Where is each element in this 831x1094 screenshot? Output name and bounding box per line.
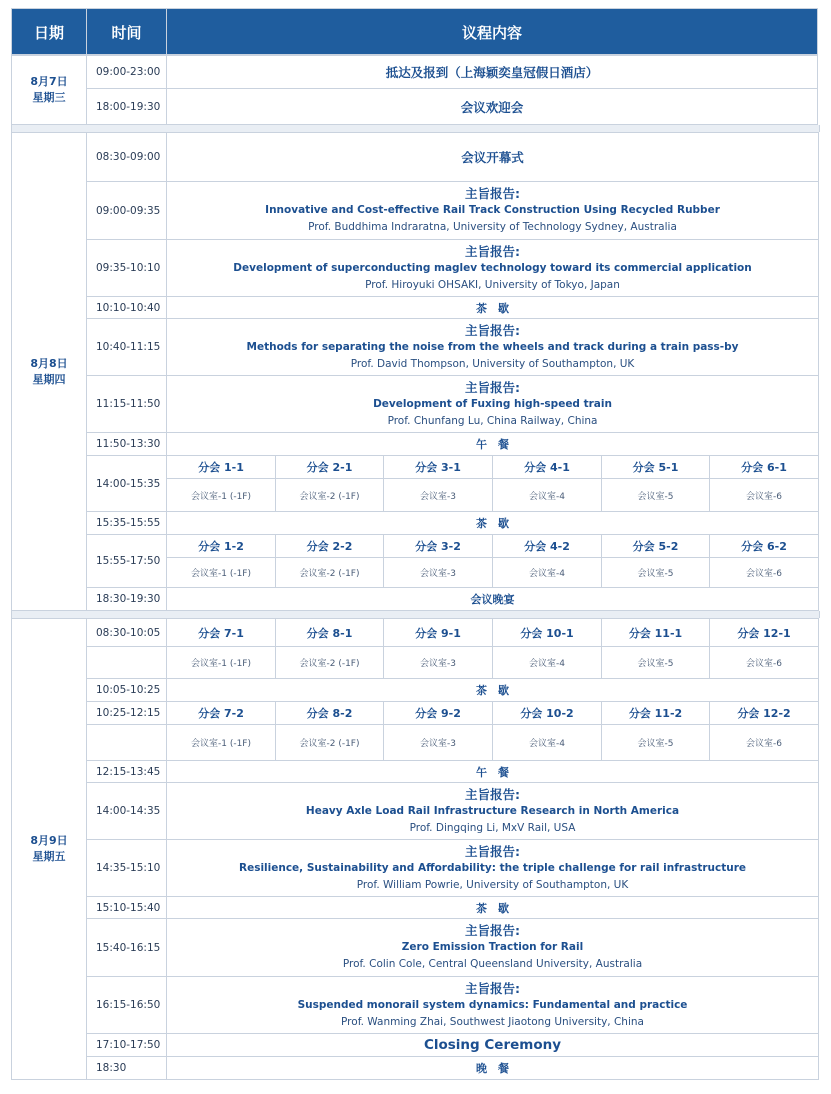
time-cell: 10:05-10:25 bbox=[87, 679, 167, 702]
registration-title: 抵达及报到（上海颖奕皇冠假日酒店） bbox=[167, 55, 818, 89]
keynote-label: 主旨报告: bbox=[465, 379, 521, 395]
session-name: 分会 3-1 bbox=[384, 456, 493, 479]
keynote-speaker: Prof. Hiroyuki OHSAKI, University of Tokyo, Japan bbox=[365, 278, 620, 291]
session-room: 会议室-4 bbox=[493, 647, 602, 679]
welcome-reception-title: 会议欢迎会 bbox=[167, 89, 818, 125]
session-name: 分会 11-1 bbox=[602, 619, 710, 647]
time-cell-empty bbox=[87, 725, 167, 761]
keynote-cell bbox=[167, 376, 819, 433]
opening-ceremony-title: 会议开幕式 bbox=[167, 133, 819, 182]
keynote-title: Suspended monorail system dynamics: Fundamental and practice bbox=[297, 998, 688, 1011]
keynote-cell bbox=[167, 182, 819, 240]
keynote-title: Innovative and Cost-effective Rail Track Construction Using Recycled Rubber bbox=[265, 204, 720, 216]
time-cell: 11:15-11:50 bbox=[87, 376, 167, 433]
keynote-cell bbox=[167, 977, 819, 1034]
session-room: 会议室-3 bbox=[384, 479, 493, 512]
session-room: 会议室-6 bbox=[710, 479, 819, 512]
session-room: 会议室-4 bbox=[493, 479, 602, 512]
session-room: 会议室-6 bbox=[710, 558, 819, 588]
day-separator bbox=[11, 611, 820, 618]
session-name: 分会 5-2 bbox=[602, 535, 710, 558]
session-room: 会议室-1 (-1F) bbox=[167, 725, 276, 761]
time-cell: 17:10-17:50 bbox=[87, 1034, 167, 1057]
keynote-title: Methods for separating the noise from the wheels and track during a train pass-by bbox=[246, 340, 739, 353]
keynote-title: Resilience, Sustainability and Affordability: the triple challenge for rail infrastructure bbox=[238, 861, 747, 874]
session-room: 会议室-6 bbox=[710, 647, 819, 679]
time-cell: 18:00-19:30 bbox=[87, 89, 167, 125]
time-cell: 15:10-15:40 bbox=[87, 897, 167, 919]
tea-break: 茶 歇 bbox=[167, 679, 819, 702]
session-room: 会议室-5 bbox=[602, 647, 710, 679]
session-room: 会议室-6 bbox=[710, 725, 819, 761]
session-name: 分会 5-1 bbox=[602, 456, 710, 479]
session-room: 会议室-4 bbox=[493, 558, 602, 588]
tea-break: 茶 歇 bbox=[167, 297, 819, 319]
time-cell: 09:00-09:35 bbox=[87, 182, 167, 240]
session-room: 会议室-3 bbox=[384, 558, 493, 588]
tea-break: 茶 歇 bbox=[167, 897, 819, 919]
session-room: 会议室-1 (-1F) bbox=[167, 479, 276, 512]
time-cell: 16:15-16:50 bbox=[87, 977, 167, 1034]
time-cell: 18:30-19:30 bbox=[87, 588, 167, 611]
time-cell: 14:35-15:10 bbox=[87, 840, 167, 897]
keynote-label: 主旨报告: bbox=[465, 843, 520, 859]
header-date: 日期 bbox=[12, 9, 87, 56]
keynote-cell bbox=[167, 319, 819, 376]
time-cell-empty bbox=[87, 647, 167, 679]
day3-date-cell bbox=[12, 619, 87, 1080]
lunch: 午 餐 bbox=[167, 761, 819, 783]
time-cell: 10:25-12:15 bbox=[87, 702, 167, 725]
time-cell: 08:30-09:00 bbox=[87, 133, 167, 182]
keynote-speaker: Prof. Wanming Zhai, Southwest Jiaotong University, China bbox=[341, 1015, 644, 1028]
day1-date: 8月7日 bbox=[30, 74, 68, 88]
session-room: 会议室-2 (-1F) bbox=[276, 558, 384, 588]
time-cell: 15:35-15:55 bbox=[87, 512, 167, 535]
day3-date: 8月9日 bbox=[30, 834, 68, 847]
session-room: 会议室-5 bbox=[602, 725, 710, 761]
keynote-label: 主旨报告: bbox=[465, 923, 520, 938]
keynote-cell bbox=[167, 840, 819, 897]
keynote-label: 主旨报告: bbox=[465, 786, 520, 802]
time-cell: 10:10-10:40 bbox=[87, 297, 167, 319]
session-room: 会议室-2 (-1F) bbox=[276, 479, 384, 512]
session-name: 分会 12-2 bbox=[710, 702, 819, 725]
keynote-title: Development of superconducting maglev technology toward its commercial application bbox=[233, 261, 752, 274]
time-cell: 18:30 bbox=[87, 1057, 167, 1080]
time-cell: 15:55-17:50 bbox=[87, 535, 167, 588]
session-name: 分会 3-2 bbox=[384, 535, 493, 558]
keynote-speaker: Prof. Dingqing Li, MxV Rail, USA bbox=[409, 821, 576, 834]
lunch: 午 餐 bbox=[167, 433, 819, 456]
closing-ceremony-title: Closing Ceremony bbox=[167, 1034, 819, 1057]
time-cell: 12:15-13:45 bbox=[87, 761, 167, 783]
session-room: 会议室-3 bbox=[384, 647, 493, 679]
time-cell: 10:40-11:15 bbox=[87, 319, 167, 376]
time-cell: 11:50-13:30 bbox=[87, 433, 167, 456]
banquet: 会议晚宴 bbox=[167, 588, 819, 611]
day2-date: 8月8日 bbox=[30, 356, 68, 370]
day2-weekday: 星期四 bbox=[32, 372, 66, 386]
time-cell: 09:00-23:00 bbox=[87, 55, 167, 89]
keynote-label: 主旨报告: bbox=[465, 980, 520, 996]
time-cell: 14:00-14:35 bbox=[87, 783, 167, 840]
session-name: 分会 9-2 bbox=[384, 702, 493, 725]
session-name: 分会 8-1 bbox=[276, 619, 384, 647]
session-room: 会议室-2 (-1F) bbox=[276, 647, 384, 679]
keynote-cell bbox=[167, 919, 819, 977]
time-cell: 09:35-10:10 bbox=[87, 240, 167, 297]
time-cell: 14:00-15:35 bbox=[87, 456, 167, 512]
keynote-title: Zero Emission Traction for Rail bbox=[401, 941, 584, 953]
session-room: 会议室-1 (-1F) bbox=[167, 647, 276, 679]
time-cell: 15:40-16:15 bbox=[87, 919, 167, 977]
session-room: 会议室-2 (-1F) bbox=[276, 725, 384, 761]
day3-table bbox=[11, 618, 819, 1080]
session-name: 分会 1-1 bbox=[167, 456, 276, 479]
session-room: 会议室-4 bbox=[493, 725, 602, 761]
session-name: 分会 4-2 bbox=[493, 535, 602, 558]
session-room: 会议室-5 bbox=[602, 558, 710, 588]
session-name: 分会 4-1 bbox=[493, 456, 602, 479]
keynote-cell bbox=[167, 783, 819, 840]
session-name: 分会 8-2 bbox=[276, 702, 384, 725]
time-cell: 08:30-10:05 bbox=[87, 619, 167, 647]
day1-date-cell bbox=[12, 55, 87, 125]
session-name: 分会 2-1 bbox=[276, 456, 384, 479]
keynote-title: Heavy Axle Load Rail Infrastructure Research in North America bbox=[305, 804, 680, 817]
keynote-speaker: Prof. Buddhima Indraratna, University of Technology Sydney, Australia bbox=[308, 221, 677, 233]
keynote-speaker: Prof. Chunfang Lu, China Railway, China bbox=[387, 414, 598, 427]
keynote-speaker: Prof. William Powrie, University of Southampton, UK bbox=[356, 878, 629, 891]
header-content: 议程内容 bbox=[167, 9, 818, 56]
keynote-label: 主旨报告: bbox=[465, 186, 521, 201]
keynote-label: 主旨报告: bbox=[465, 243, 521, 259]
day2-table bbox=[11, 132, 819, 611]
day2-date-cell bbox=[12, 133, 87, 611]
session-room: 会议室-3 bbox=[384, 725, 493, 761]
day3-weekday: 星期五 bbox=[32, 850, 66, 863]
day1-table bbox=[11, 54, 818, 125]
keynote-title: Development of Fuxing high-speed train bbox=[373, 397, 612, 410]
session-name: 分会 7-1 bbox=[167, 619, 276, 647]
agenda-header bbox=[11, 8, 818, 56]
session-name: 分会 2-2 bbox=[276, 535, 384, 558]
keynote-speaker: Prof. David Thompson, University of Southampton, UK bbox=[350, 357, 635, 370]
header-time: 时间 bbox=[87, 9, 167, 56]
tea-break: 茶 歇 bbox=[167, 512, 819, 535]
session-room: 会议室-5 bbox=[602, 479, 710, 512]
keynote-speaker: Prof. Colin Cole, Central Queensland University, Australia bbox=[342, 958, 643, 970]
day1-weekday: 星期三 bbox=[32, 90, 66, 104]
keynote-cell bbox=[167, 240, 819, 297]
session-name: 分会 7-2 bbox=[167, 702, 276, 725]
session-name: 分会 6-2 bbox=[710, 535, 819, 558]
session-name: 分会 9-1 bbox=[384, 619, 493, 647]
day-separator bbox=[11, 125, 820, 132]
session-name: 分会 10-2 bbox=[493, 702, 602, 725]
keynote-label: 主旨报告: bbox=[465, 322, 521, 338]
session-name: 分会 1-2 bbox=[167, 535, 276, 558]
dinner: 晚 餐 bbox=[167, 1057, 819, 1080]
session-name: 分会 10-1 bbox=[493, 619, 602, 647]
session-name: 分会 12-1 bbox=[710, 619, 819, 647]
session-name: 分会 11-2 bbox=[602, 702, 710, 725]
session-room: 会议室-1 (-1F) bbox=[167, 558, 276, 588]
session-name: 分会 6-1 bbox=[710, 456, 819, 479]
